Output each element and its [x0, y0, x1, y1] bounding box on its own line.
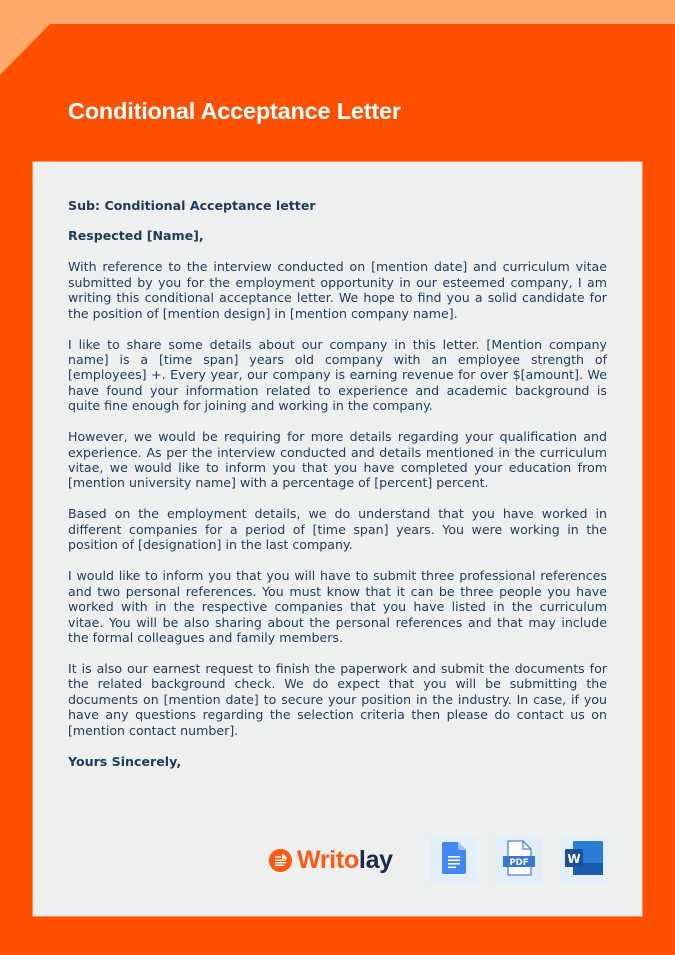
writolay-wordmark: Writolay [297, 845, 393, 874]
word-icon [565, 841, 603, 879]
letter-body [68, 198, 607, 785]
letter-paragraph: With reference to the interview conducted on [mention date] and curriculum vitae submitted by you for the employment opportunity in our esteemed company, I am writing this conditional acceptance letter. We hope to find you a solid candidate for the position of [mention design] in [mention company name]. [68, 259, 607, 321]
writolay-logo-icon [269, 849, 292, 872]
pdf-download-button[interactable] [495, 836, 542, 884]
svg-text:PDF: PDF [508, 857, 529, 868]
letter-paragraph: Based on the employment details, we do understand that you have worked in different companies for a period of [time span] years. You were working in the position of [designation] in the last company. [68, 506, 607, 553]
footer [33, 836, 642, 884]
letter-card [33, 162, 642, 916]
letter-paragraph: I would like to inform you that you will have to submit three professional references and two personal references. You must know that it can be three people you have worked with in the respective companies that you have listed in the curriculum vitae. You will be also sharing about the personal references and that may include the formal colleagues and family members. [68, 568, 607, 645]
writolay-logo[interactable] [269, 845, 393, 875]
letter-paragraph: However, we would be requiring for more details regarding your qualification and experience. As per the interview conducted and details mentioned in the curriculum vitae, we would like to inform you that you have completed your education from [mention university name] with a percentage of [percent] percent. [68, 429, 607, 491]
letter-paragraph: I like to share some details about our company in this letter. [Mention company name] is a [time span] years old company with an employee strength of [employees] +. Every year, our company is earning revenue for over $[amount]. We have found your information related to experience and academic background is quite fine enough for joining and working in the company. [68, 336, 607, 414]
svg-text:W: W [566, 852, 581, 866]
letter-subject: Sub: Conditional Acceptance letter [68, 198, 316, 213]
word-download-button[interactable] [560, 836, 607, 884]
letter-closing: Yours Sincerely, [68, 753, 182, 769]
letter-paragraph: It is also our earnest request to finish the paperwork and submit the documents for the related background check. We do expect that you will be submitting the documents on [mention date] to secure your position in the industry. In case, if you have any questions regarding the selection criteria then please do contact us on [mention contact number]. [68, 660, 607, 738]
google-docs-icon [442, 842, 466, 878]
google-docs-download-button[interactable] [430, 836, 477, 884]
page-title: Conditional Acceptance Letter [68, 98, 401, 124]
letter-salutation: Respected [Name], [68, 228, 204, 244]
pdf-icon [503, 840, 535, 880]
